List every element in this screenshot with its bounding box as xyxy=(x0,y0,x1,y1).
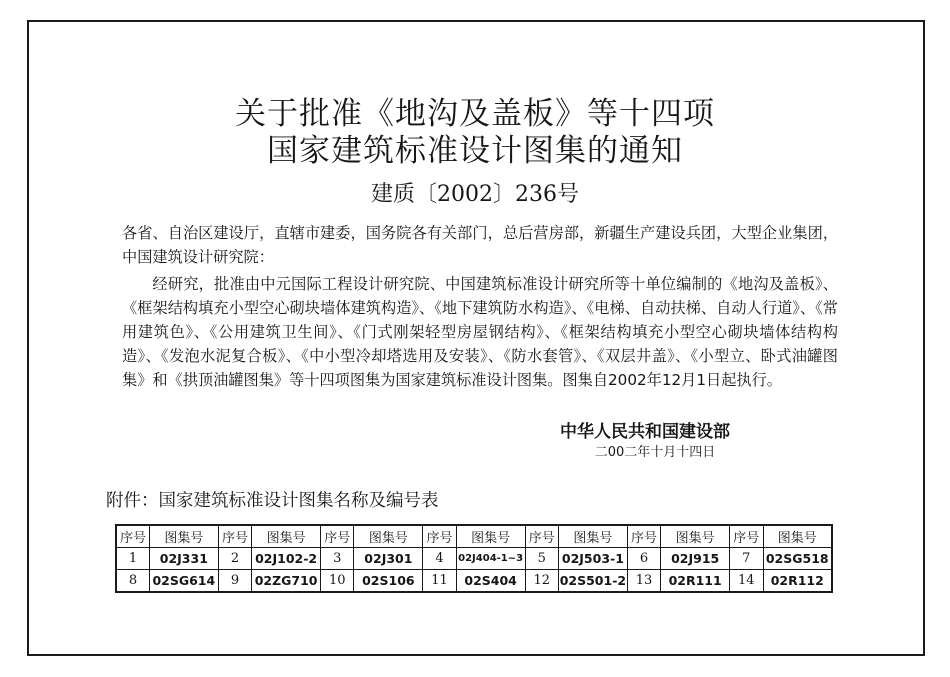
atlas-number-cell: 02S106 xyxy=(354,570,423,593)
title-line-2: 国家建筑标准设计图集的通知 xyxy=(267,133,683,169)
column-header: 图集号 xyxy=(456,525,525,548)
atlas-number-cell: 02S404 xyxy=(456,570,525,593)
atlas-number-cell: 02SG614 xyxy=(149,570,218,593)
atlas-number-cell: 02J404-1~3 xyxy=(456,548,525,570)
sequence-cell: 10 xyxy=(321,570,354,593)
atlas-number-cell: 02J915 xyxy=(661,548,730,570)
atlas-number-cell: 02SG518 xyxy=(763,548,832,570)
sequence-cell: 13 xyxy=(627,570,660,593)
column-header: 序号 xyxy=(218,525,251,548)
column-header: 图集号 xyxy=(252,525,321,548)
title-line-1: 关于批准《地沟及盖板》等十四项 xyxy=(235,96,715,132)
sign-date: 二00二年十月十四日 xyxy=(594,445,716,460)
sequence-cell: 6 xyxy=(627,548,660,570)
atlas-number-cell: 02J503-1 xyxy=(558,548,627,570)
sequence-cell: 9 xyxy=(218,570,251,593)
sequence-cell: 5 xyxy=(525,548,558,570)
table-header-row xyxy=(116,525,832,548)
body-paragraph: 经研究，批准由中元国际工程设计研究院、中国建筑标准设计研究所等十单位编制的《地沟及盖板》、《框架结构填充小型空心砌块墙体建筑构造》、《地下建筑防水构造》、《电梯、自动扶梯、自动人行道》、《常用建筑色》、《公用建筑卫生间》、《门式刚架轻型房屋钢结构》、《框架结构填充小型空心砌块墙体结构构造》、《发泡水泥复合板》、《中小型冷却塔选用及安装》、《防水套管》、《双层井盖》、《小型立、卧式油罐图集》和《拱顶油罐图集》等十四项图集为国家建筑标准设计图集。图集自2002年12月1日起执行。 xyxy=(122,275,838,389)
sequence-cell: 2 xyxy=(218,548,251,570)
document-number: 建质〔2002〕236号 xyxy=(371,182,579,207)
table-row xyxy=(116,570,832,593)
atlas-number-cell: 02J102-2 xyxy=(252,548,321,570)
sequence-cell: 1 xyxy=(116,548,149,570)
column-header: 图集号 xyxy=(661,525,730,548)
column-header: 序号 xyxy=(116,525,149,548)
column-header: 序号 xyxy=(627,525,660,548)
sequence-cell: 7 xyxy=(730,548,763,570)
column-header: 图集号 xyxy=(354,525,423,548)
column-header: 序号 xyxy=(423,525,456,548)
column-header: 图集号 xyxy=(763,525,832,548)
column-header: 图集号 xyxy=(149,525,218,548)
table-row xyxy=(116,548,832,570)
sequence-cell: 11 xyxy=(423,570,456,593)
signer: 中华人民共和国建设部 xyxy=(560,422,730,442)
atlas-number-cell: 02R111 xyxy=(661,570,730,593)
sequence-cell: 12 xyxy=(525,570,558,593)
column-header: 序号 xyxy=(525,525,558,548)
atlas-number-cell: 02ZG710 xyxy=(252,570,321,593)
atlas-index-table xyxy=(115,524,833,593)
atlas-number-cell: 02R112 xyxy=(763,570,832,593)
attachment-title: 附件：国家建筑标准设计图集名称及编号表 xyxy=(106,491,439,511)
atlas-number-cell: 02J301 xyxy=(354,548,423,570)
sequence-cell: 8 xyxy=(116,570,149,593)
sequence-cell: 4 xyxy=(423,548,456,570)
sequence-cell: 3 xyxy=(321,548,354,570)
atlas-number-cell: 02S501-2 xyxy=(558,570,627,593)
sequence-cell: 14 xyxy=(730,570,763,593)
column-header: 序号 xyxy=(730,525,763,548)
atlas-number-cell: 02J331 xyxy=(149,548,218,570)
addressees-paragraph: 各省、自治区建设厅，直辖市建委，国务院各有关部门，总后营房部，新疆生产建设兵团，大型企业集团，中国建筑设计研究院： xyxy=(122,224,838,266)
column-header: 序号 xyxy=(321,525,354,548)
column-header: 图集号 xyxy=(558,525,627,548)
